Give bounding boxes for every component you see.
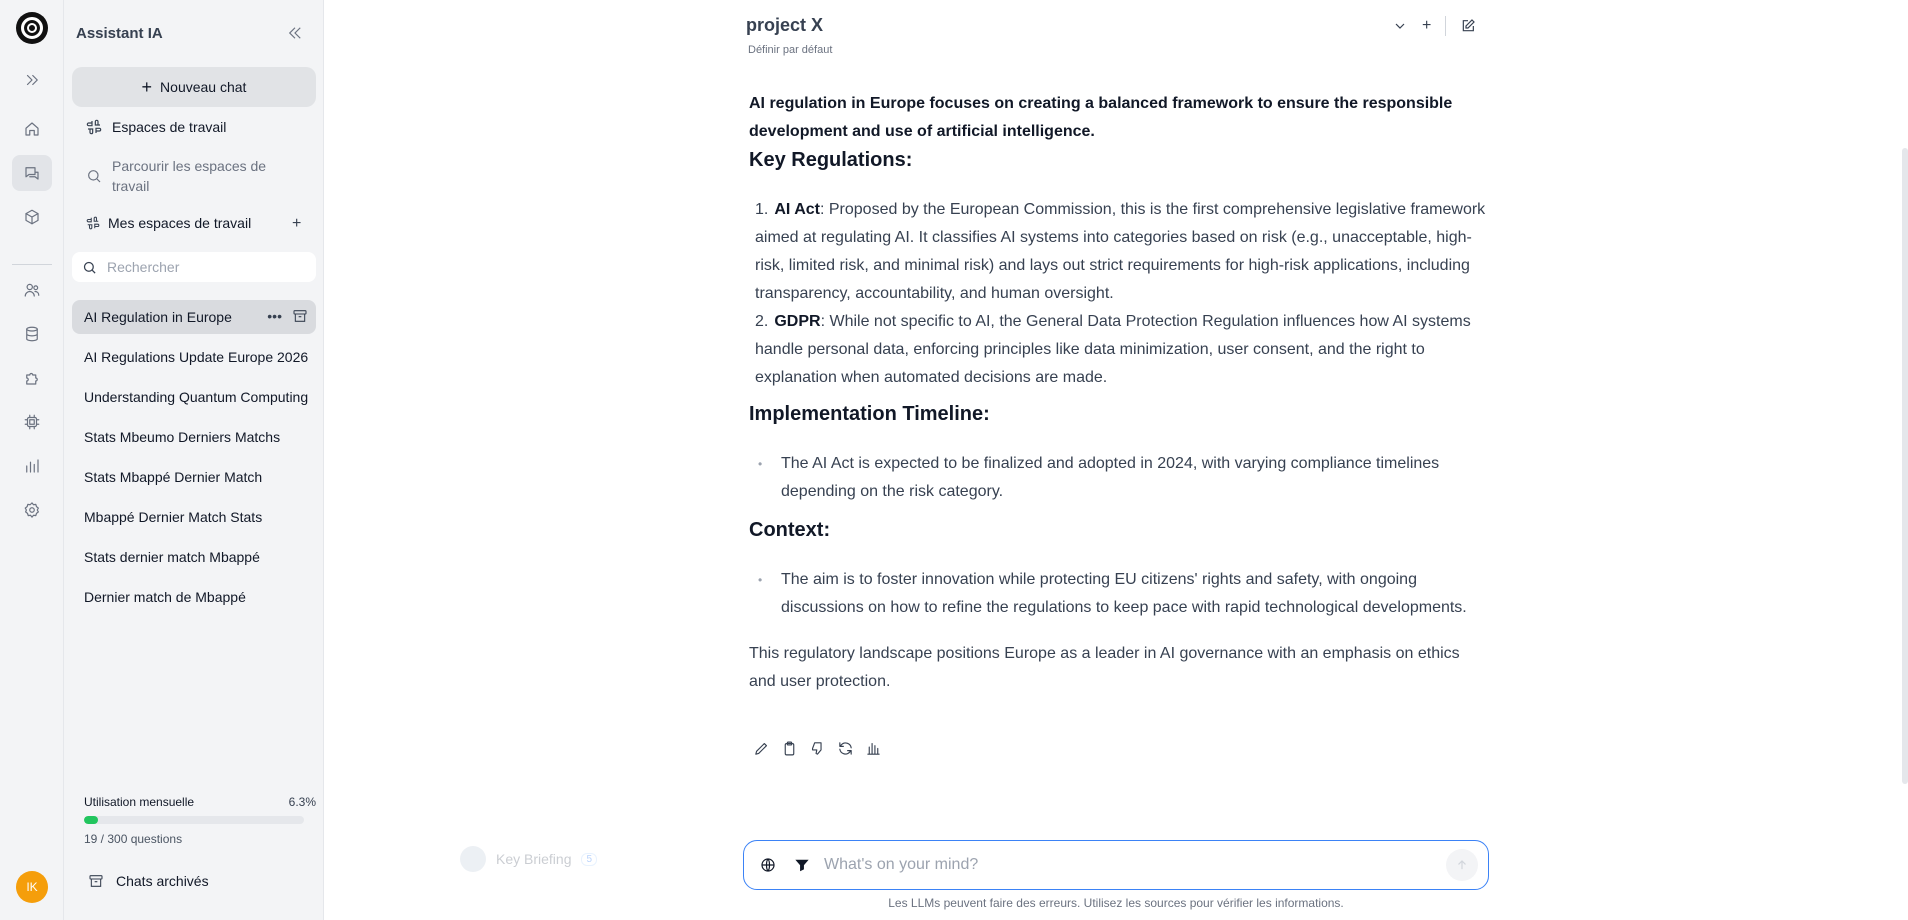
regulation-text: : While not specific to AI, the General Data Protection Regulation influences how AI systems handle personal data, enforcing principles like data minimization, user consent, and the right to explanation when automated decisions are made. xyxy=(755,313,1471,386)
message-lead: AI regulation in Europe focuses on creating a balanced framework to ensure the responsible development and use of artificial intelligence. xyxy=(749,95,1453,140)
sidebar-item-browse-workspaces[interactable] xyxy=(86,156,306,196)
usage-progress-fill xyxy=(84,816,98,824)
chat-item[interactable] xyxy=(72,380,316,414)
archived-chats-link[interactable] xyxy=(88,873,209,889)
arrow-up-icon xyxy=(1455,858,1469,872)
plus-icon: + xyxy=(141,77,153,97)
thumbs-down-icon[interactable] xyxy=(809,740,826,757)
chat-item-label: Stats Mbappé Dernier Match xyxy=(84,469,263,485)
heading-key-regulations: Key Regulations: xyxy=(749,149,913,171)
add-workspace-button[interactable]: + xyxy=(292,215,302,232)
add-icon[interactable]: + xyxy=(1422,17,1432,34)
heading-timeline: Implementation Timeline: xyxy=(749,403,990,425)
disclaimer-text: Les LLMs peuvent faire des erreurs. Utilisez les sources pour vérifier les informations. xyxy=(888,896,1344,910)
expand-sidebar-icon[interactable] xyxy=(12,62,52,98)
sidebar xyxy=(64,0,324,920)
collapse-sidebar-icon[interactable] xyxy=(286,24,304,42)
edit-note-icon[interactable] xyxy=(1460,18,1476,34)
chat-search[interactable] xyxy=(72,252,316,282)
chat-item[interactable] xyxy=(72,540,316,574)
chip-icon[interactable] xyxy=(12,404,52,440)
users-icon[interactable] xyxy=(12,272,52,308)
copy-clipboard-icon[interactable] xyxy=(781,740,798,757)
workspaces-icon xyxy=(86,216,100,230)
regulations-list xyxy=(749,196,1489,392)
sidebar-item-workspaces[interactable] xyxy=(86,119,226,135)
home-icon[interactable] xyxy=(12,111,52,147)
key-briefing-badge: 5 xyxy=(581,853,597,866)
regulation-text: : Proposed by the European Commission, this is the first comprehensive legislative framework aimed at regulating AI. It classifies AI systems into categories based on risk (e.g., unacceptable, high-risk, limited risk, and minimal risk) and lays out strict requirements for high-risk applications, including transparency, accountability, and human oversight. xyxy=(755,201,1486,302)
project-title[interactable]: project X xyxy=(746,15,824,35)
key-briefing-icon xyxy=(460,846,486,872)
regulation-name: GDPR xyxy=(774,313,821,330)
workspaces-label: Espaces de travail xyxy=(112,119,227,135)
filter-icon[interactable] xyxy=(790,853,814,877)
workspaces-icon xyxy=(86,119,102,135)
send-button[interactable] xyxy=(1446,849,1478,881)
list-number: 2. xyxy=(755,313,769,330)
regenerate-icon[interactable] xyxy=(837,740,854,757)
key-briefing-label: Key Briefing xyxy=(496,851,572,867)
new-chat-label: Nouveau chat xyxy=(160,79,247,95)
header-divider xyxy=(1445,16,1446,36)
archive-icon[interactable] xyxy=(292,308,308,324)
usage-progress-bar xyxy=(84,816,304,824)
chat-icon[interactable] xyxy=(12,155,52,191)
archive-icon xyxy=(88,873,104,889)
list-number: 1. xyxy=(755,201,769,218)
message-actions xyxy=(753,740,882,757)
chat-item[interactable] xyxy=(72,420,316,454)
chat-item-label: AI Regulation in Europe xyxy=(84,309,232,325)
puzzle-icon[interactable] xyxy=(12,360,52,396)
message-composer xyxy=(743,840,1489,890)
usage-percent: 6.3% xyxy=(288,795,316,809)
set-default-link[interactable]: Définir par défaut xyxy=(748,44,833,56)
my-workspaces-label: Mes espaces de travail xyxy=(108,215,252,231)
browse-workspaces-label: Parcourir les espaces de travail xyxy=(112,158,267,194)
database-icon[interactable] xyxy=(12,316,52,352)
chat-item-label: Mbappé Dernier Match Stats xyxy=(84,509,263,525)
new-chat-button[interactable] xyxy=(72,67,316,107)
timeline-list xyxy=(749,450,1489,506)
rail-divider xyxy=(12,264,52,265)
usage-label: Utilisation mensuelle xyxy=(84,795,195,809)
analytics-icon[interactable] xyxy=(12,448,52,484)
settings-gear-icon[interactable] xyxy=(12,492,52,528)
stats-bars-icon[interactable] xyxy=(865,740,882,757)
icon-rail xyxy=(0,0,64,920)
chat-item[interactable] xyxy=(72,460,316,494)
search-input[interactable]: Rechercher xyxy=(107,259,180,275)
globe-icon[interactable] xyxy=(756,853,780,877)
usage-count: 19 / 300 questions xyxy=(84,832,183,846)
archived-chats-label: Chats archivés xyxy=(116,873,209,889)
list-item xyxy=(749,308,1489,392)
chat-item-active[interactable] xyxy=(72,300,316,334)
chat-item-label: Dernier match de Mbappé xyxy=(84,589,246,605)
sidebar-title: Assistant IA xyxy=(76,25,163,42)
search-icon xyxy=(82,260,97,275)
context-list xyxy=(749,566,1489,622)
chat-item[interactable] xyxy=(72,580,316,614)
list-item: • The aim is to foster innovation while protecting EU citizens' rights and safety, with ongoing discussions on how to refine the regulations to keep pace with rapid technological developments. xyxy=(749,566,1489,622)
assistant-message xyxy=(749,90,1489,696)
chat-item[interactable] xyxy=(72,500,316,534)
key-briefing[interactable] xyxy=(460,846,597,872)
message-input[interactable] xyxy=(824,856,1436,874)
edit-pencil-icon[interactable] xyxy=(753,740,770,757)
scrollbar[interactable] xyxy=(1902,148,1908,784)
list-item xyxy=(749,196,1489,308)
chat-item-label: Stats dernier match Mbappé xyxy=(84,549,260,565)
main-content xyxy=(324,0,1908,920)
app-logo-icon[interactable] xyxy=(16,12,48,44)
chat-item-label: Understanding Quantum Computing xyxy=(84,389,309,405)
chevron-down-icon[interactable] xyxy=(1392,18,1408,34)
more-options-icon[interactable]: ••• xyxy=(267,308,282,324)
user-avatar[interactable]: IK xyxy=(16,871,48,903)
chat-item-label: AI Regulations Update Europe 2026 xyxy=(84,349,309,365)
list-item: • The AI Act is expected to be finalized and adopted in 2024, with varying compliance timelines depending on the risk category. xyxy=(749,450,1489,506)
chat-item[interactable] xyxy=(72,340,316,374)
heading-context: Context: xyxy=(749,519,831,541)
regulation-name: AI Act xyxy=(774,201,820,218)
header-actions xyxy=(1392,16,1476,36)
cube-icon[interactable] xyxy=(12,199,52,235)
search-icon xyxy=(86,168,102,184)
sidebar-item-my-workspaces[interactable] xyxy=(86,215,251,231)
message-closing: This regulatory landscape positions Europe as a leader in AI governance with an emphasis on ethics and user protection. xyxy=(749,645,1460,690)
chat-item-label: Stats Mbeumo Derniers Matchs xyxy=(84,429,281,445)
